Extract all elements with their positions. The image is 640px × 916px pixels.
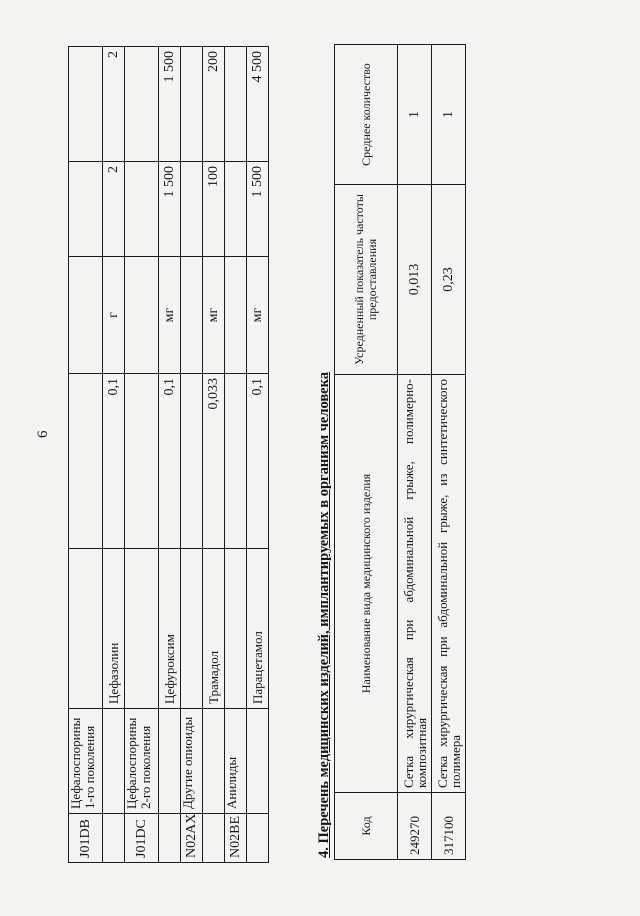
- freq-cell: [125, 374, 159, 549]
- drug-cell: Цефазолин: [103, 549, 125, 709]
- drug-cell: Цефуроксим: [159, 549, 181, 709]
- course-cell: 200: [203, 47, 225, 162]
- drug-cell: [225, 549, 247, 709]
- freq-cell: [225, 374, 247, 549]
- course-cell: 4 500: [247, 47, 269, 162]
- drug-cell: Трамадол: [203, 549, 225, 709]
- unit-cell: мг: [203, 257, 225, 374]
- class-cell: Цефалоспорины 1-го поколения: [69, 709, 103, 814]
- drug-table: [68, 46, 269, 863]
- course-cell: [181, 47, 203, 162]
- table-row: [159, 47, 181, 863]
- class-cell: Другие опиоиды: [181, 709, 203, 814]
- code-cell: [159, 814, 181, 863]
- freq-cell: 0,1: [247, 374, 269, 549]
- implant-code-cell: 317100: [432, 793, 466, 860]
- section-heading: 4. Перечень медицинских изделий, имплантируемых в организм человека: [316, 371, 332, 858]
- implant-name-cell: Сетка хирургическая при абдоминальной грыже, полимерно-композитная: [398, 375, 432, 793]
- freq-cell: 0,033: [203, 374, 225, 549]
- dose-cell: [225, 162, 247, 257]
- implant-qty-cell: 1: [398, 45, 432, 185]
- implant-code-cell: 249270: [398, 793, 432, 860]
- header-freq: Усредненный показатель частоты предоставления: [335, 185, 398, 375]
- drug-cell: [181, 549, 203, 709]
- freq-cell: [181, 374, 203, 549]
- unit-cell: мг: [247, 257, 269, 374]
- class-cell: [247, 709, 269, 814]
- code-cell: [247, 814, 269, 863]
- table-row: [69, 47, 103, 863]
- unit-cell: [69, 257, 103, 374]
- table-header-row: [335, 45, 398, 860]
- class-cell: Анилиды: [225, 709, 247, 814]
- implant-freq-cell: 0,013: [398, 185, 432, 375]
- dose-cell: 1 500: [247, 162, 269, 257]
- freq-cell: [69, 374, 103, 549]
- class-cell: [159, 709, 181, 814]
- dose-cell: [69, 162, 103, 257]
- class-cell: [103, 709, 125, 814]
- drug-cell: [125, 549, 159, 709]
- code-cell: [103, 814, 125, 863]
- dose-cell: 2: [103, 162, 125, 257]
- header-qty: Среднее количество: [335, 45, 398, 185]
- course-cell: 2: [103, 47, 125, 162]
- implant-freq-cell: 0,23: [432, 185, 466, 375]
- code-cell: J01DB: [69, 814, 103, 863]
- dose-cell: [181, 162, 203, 257]
- page-number: 6: [35, 430, 51, 438]
- class-cell: [203, 709, 225, 814]
- header-code: Код: [335, 793, 398, 860]
- dose-cell: [125, 162, 159, 257]
- code-cell: N02AX: [181, 814, 203, 863]
- code-cell: J01DC: [125, 814, 159, 863]
- unit-cell: мг: [159, 257, 181, 374]
- table-row: [125, 47, 159, 863]
- implant-qty-cell: 1: [432, 45, 466, 185]
- unit-cell: [225, 257, 247, 374]
- header-name: Наименование вида медицинского изделия: [335, 375, 398, 793]
- unit-cell: г: [103, 257, 125, 374]
- table-row: [181, 47, 203, 863]
- course-cell: [125, 47, 159, 162]
- freq-cell: 0,1: [103, 374, 125, 549]
- drug-cell: [69, 549, 103, 709]
- implant-name-cell: Сетка хирургическая при абдоминальной грыже, из синтетического полимера: [432, 375, 466, 793]
- table-row: [247, 47, 269, 863]
- class-cell: Цефалоспорины 2-го поколения: [125, 709, 159, 814]
- course-cell: [225, 47, 247, 162]
- code-cell: N02BE: [225, 814, 247, 863]
- table-row: [432, 45, 466, 860]
- table-row: [103, 47, 125, 863]
- implant-table: [334, 44, 466, 860]
- table-row: [203, 47, 225, 863]
- unit-cell: [181, 257, 203, 374]
- dose-cell: 1 500: [159, 162, 181, 257]
- drug-cell: Парацетамол: [247, 549, 269, 709]
- freq-cell: 0,1: [159, 374, 181, 549]
- table-row: [225, 47, 247, 863]
- table-row: [398, 45, 432, 860]
- unit-cell: [125, 257, 159, 374]
- dose-cell: 100: [203, 162, 225, 257]
- code-cell: [203, 814, 225, 863]
- course-cell: [69, 47, 103, 162]
- course-cell: 1 500: [159, 47, 181, 162]
